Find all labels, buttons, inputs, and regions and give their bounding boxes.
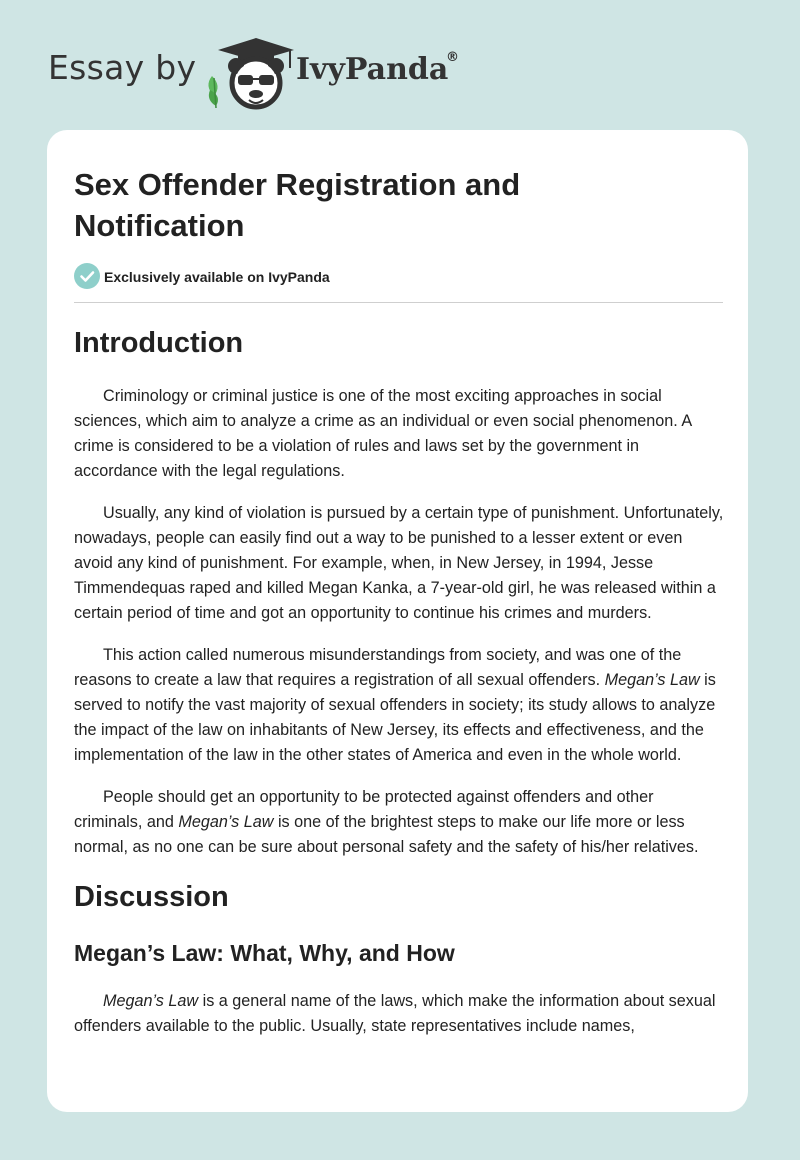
brand-header[interactable]	[48, 30, 468, 110]
law-name-italic: Megan’s Law	[103, 992, 199, 1010]
section-heading-introduction: Introduction	[74, 327, 244, 359]
paragraph: Criminology or criminal justice is one of the most exciting approaches in social sciences, which aim to analyze a crime as an individual or even social phenomenon. A crime is considered to be a violation of rules and laws set by the government in accordance with the legal regulations.	[74, 387, 692, 480]
section-heading-discussion: Discussion	[74, 881, 229, 913]
brand-name: IvyPanda	[296, 52, 449, 87]
paragraph	[74, 989, 724, 1039]
panda-logo-icon	[200, 34, 300, 110]
check-icon	[74, 263, 100, 289]
paragraph-text: People should get an opportunity to be protected against offenders and other criminals, and	[74, 788, 654, 831]
paragraph-text: is a general name of the laws, which make the information about sexual offenders available to the public. Usually, state representatives include names,	[74, 992, 716, 1035]
law-name-italic: Megan’s Law	[604, 671, 700, 689]
title-divider	[74, 302, 723, 303]
exclusive-badge-label: Exclusively available on IvyPanda	[104, 269, 330, 285]
paragraph	[74, 785, 724, 860]
paragraph-text: This action called numerous misunderstandings from society, and was one of the reasons to create a law that requires a registration of all sexual offenders.	[74, 646, 682, 689]
paragraph	[74, 643, 724, 768]
brand-prefix: Essay by	[48, 48, 197, 87]
subsection-heading: Megan’s Law: What, Why, and How	[74, 940, 455, 966]
article-body	[74, 326, 724, 1056]
paragraph: Usually, any kind of violation is pursued by a certain type of punishment. Unfortunately, nowadays, people can easily find out a way to be punished to a lesser extent or even avoid any kind of punishment. For example, when, in New Jersey, in 1994, Jesse Timmendequas raped and killed Megan Kanka, a 7-year-old girl, he was released within a certain period of time and got an opportunity to continue his crimes and murders.	[74, 504, 724, 622]
article-title: Sex Offender Registration and Notification	[74, 167, 521, 243]
registered-mark: ®	[446, 50, 459, 65]
paragraph-text: is one of the brightest steps to make our life more or less normal, as no one can be sure about personal safety and the safety of his/her relatives.	[74, 813, 699, 856]
law-name-italic: Megan’s Law	[178, 813, 274, 831]
article-card	[47, 130, 748, 1112]
paragraph-text: is served to notify the vast majority of sexual offenders in society; its study allows to analyze the impact of the law on inhabitants of New Jersey, its effects and effectiveness, and the implementation of the law in the other states of America and even in the whole world.	[74, 671, 716, 764]
